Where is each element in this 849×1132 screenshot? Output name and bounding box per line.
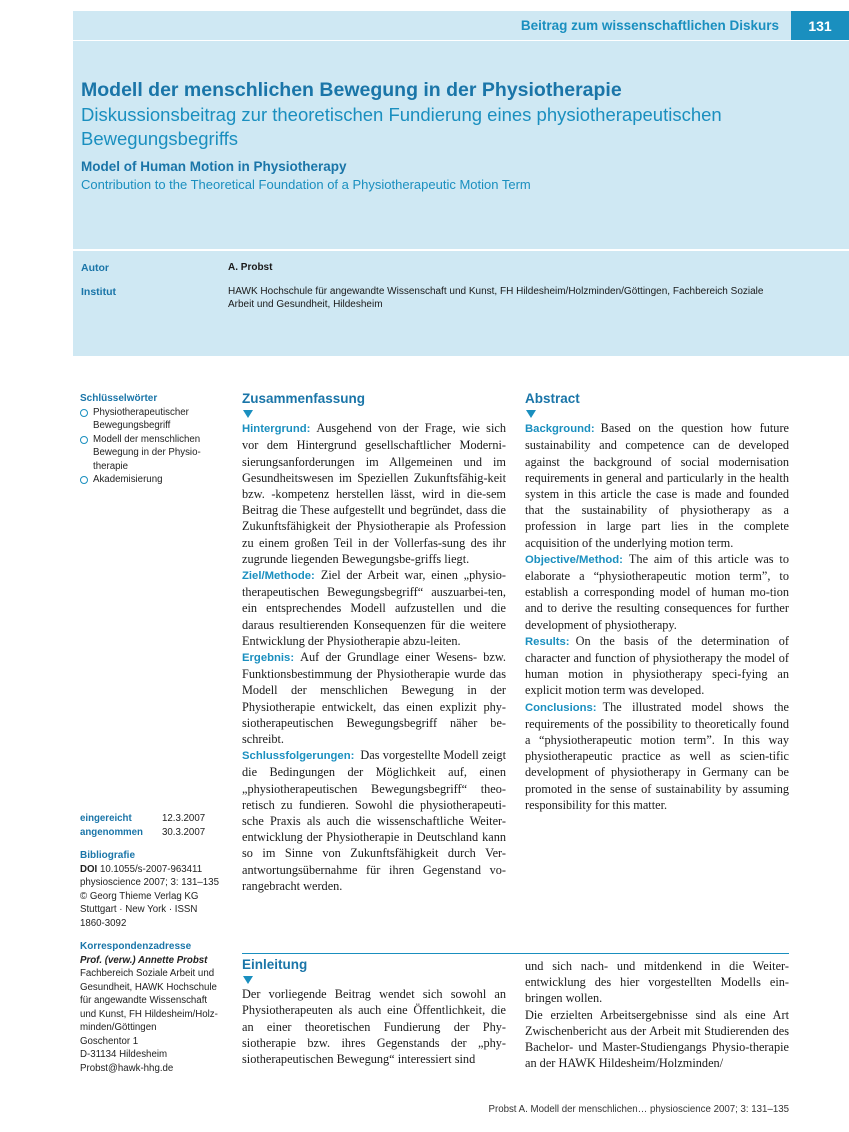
address-line: Goschentor 1 bbox=[80, 1035, 139, 1047]
running-header bbox=[73, 11, 849, 40]
submitted-row bbox=[80, 812, 222, 826]
abstract-column bbox=[525, 391, 789, 813]
accepted-label: angenommen bbox=[80, 826, 143, 838]
doi-value: 10.1055/s-2007-963411 bbox=[99, 863, 203, 875]
section-divider bbox=[242, 953, 789, 954]
address-line: Fachbereich Soziale Arbeit und bbox=[80, 968, 215, 979]
institute-label: Institut bbox=[81, 286, 116, 298]
body-paragraph: und sich nach- und mitdenkend in die Weiter-entwicklung des hier vorgestellten Modells ein-bringen wollen. bbox=[525, 959, 789, 1006]
correspondence-heading: Korrespondenzadresse bbox=[80, 941, 192, 952]
doi-line bbox=[80, 863, 222, 877]
body-paragraph: Der vorliegende Beitrag wendet sich sowohl an Physiotherapeuten als auch eine Öffentlichkeit, die an einer theoretischen Fundierung der Phy-siotherapie bzw. ihres Gegenstands der „phy-siotherapeutischen Bewegung“ interessiert sind bbox=[242, 987, 506, 1067]
einleitung-left-column bbox=[242, 957, 506, 1067]
abstract-paragraph: Background: Based on the question how future sustainability and competence can de developed against the background of social modernisation requirements in general and particularly in the health system in this article the case is made and founded that the sustainability of physiotherapy as a profession in large part lies in the complete acquisition of the underlying motion term. bbox=[525, 421, 789, 550]
body-paragraph: Die erzielten Arbeitsergebnisse sind als eine Art Zwischenbericht aus der Arbeit mit Studierenden des Bachelor- und Master-Studiengangs Physio-therapie an der HAWK Hildesheim/Holzminden/ bbox=[525, 1007, 789, 1071]
email-address: Probst@hawk-hhg.de bbox=[80, 1062, 174, 1074]
address-line: Gesundheit, HAWK Hochschule bbox=[80, 981, 217, 993]
author-label: Autor bbox=[81, 262, 109, 274]
triangle-marker-icon bbox=[243, 410, 253, 418]
address-line: D-31134 Hildesheim bbox=[80, 1049, 168, 1060]
bullet-icon bbox=[80, 409, 88, 417]
address-line: minden/Göttingen bbox=[80, 1022, 157, 1033]
keyword-item: Physiotherapeutischer Bewegungsbegriff bbox=[80, 406, 215, 433]
meta-block bbox=[73, 251, 849, 356]
einleitung-heading: Einleitung bbox=[242, 957, 308, 972]
page-footer: Probst A. Modell der menschlichen… physioscience 2007; 3: 131–135 bbox=[488, 1104, 789, 1115]
summary-paragraph: Ziel/Methode: Ziel der Arbeit war, einen „physio-therapeutischen Bewegungsbegriff“ auszuarbei-ten, ein entsprechendes Modell aufzustellen und die daraus resultierenden Konsequenzen für die weitere Entwicklung der Physiotherapie abzu-leiten. bbox=[242, 568, 506, 648]
submitted-date: 12.3.2007 bbox=[162, 813, 206, 824]
summary-paragraph: Schlussfolgerungen: Das vorgestellte Modell zeigt die Bedingungen der Möglichkeit auf, einen „physiotherapeutischen Bewegungsbegriff“ theo-retisch zu fundieren. Sowohl die physiotherapeuti-sche Praxis als auch die wissenschaftliche Weiter-entwicklung der Physiotherapie in Deutschland kann so im Sinne von Zukunftsfähigkeit durch Ver-antwortungsübernahme für ihren Gegenstand vo-rangebracht werden. bbox=[242, 748, 506, 893]
address-line: für angewandte Wissenschaft bbox=[80, 995, 208, 1006]
page-number: 131 bbox=[791, 11, 849, 40]
author-name: A. Probst bbox=[228, 262, 273, 273]
keyword-item: Akademisierung bbox=[80, 473, 230, 487]
keyword-item: Modell der menschlichen Bewegung in der Physio-therapie bbox=[80, 433, 215, 474]
zusammenfassung-heading: Zusammenfassung bbox=[242, 391, 366, 406]
triangle-marker-icon bbox=[243, 976, 253, 984]
zusammenfassung-column bbox=[242, 391, 506, 894]
bibliography-heading: Bibliografie bbox=[80, 850, 136, 861]
doi-label: DOI bbox=[80, 863, 98, 875]
running-head: Beitrag zum wissenschaftlichen Diskurs bbox=[520, 18, 779, 33]
abstract-paragraph: Results: On the basis of the determination of character and function of physiotherapy the model of human motion in physiotherapy speci-fying an explicit motion term was developed. bbox=[525, 633, 789, 698]
summary-paragraph: Ergebnis: Auf der Grundlage einer Wesens- bzw. Funktionsbestimmung der Physiotherapie wurde das Modell der menschlichen Bewegung in der Physiotherapie entwickelt, das einen explizit phy-siotherapeutischen Bewegungsbegriff näher be-schreibt. bbox=[242, 650, 506, 747]
triangle-marker-icon bbox=[526, 410, 536, 418]
title-german: Modell der menschlichen Bewegung in der Physiotherapie bbox=[81, 79, 622, 101]
summary-paragraph: Hintergrund: Ausgehend von der Frage, wie sich vor dem Hintergrund gesellschaftlicher Moderni-sierungsanforderungen im Allgemeinen und im Gesundheitswesen im Speziellen Zukunftsfähig-keit bzw. -kompetenz herstellen lässt, wird in die-sem Beitrag die These aufgestellt und begründet, dass die Zukunftsfähigkeit der Physiotherapie als Profession zu einem großen Teil in der Vollerfas-sung des ihr zugrunde liegenden Bewegungsbe-griffs liegt. bbox=[242, 421, 506, 566]
institute-text: HAWK Hochschule für angewandte Wissenschaft und Kunst, FH Hildesheim/Holzminden/Göttingen, Fachbereich Soziale Arbeit und Gesundheit, Hildesheim bbox=[228, 286, 764, 310]
accepted-date: 30.3.2007 bbox=[162, 826, 206, 838]
keywords-box bbox=[80, 392, 230, 487]
title-english: Model of Human Motion in Physiotherapy bbox=[81, 159, 347, 174]
keywords-list bbox=[80, 406, 230, 487]
bullet-icon bbox=[80, 436, 88, 444]
abstract-paragraph: Objective/Method: The aim of this article was to elaborate a “physiotherapeutic motion term”, to establish a corresponding model of human mo-tion and to derive the resulting consequences for further development of physiotherapy. bbox=[525, 551, 789, 632]
title-block bbox=[73, 41, 849, 249]
abstract-paragraph: Conclusions: The illustrated model shows the requirements of the possibility to theoretically found a “physiotherapeutic motion term”. In this way physiotherapeutic practice as well as scien-tific development of physiotherapy in Germany can be promoted in the sense of sustainability by assuming responsibility for this matter. bbox=[525, 699, 789, 812]
address-line: und Kunst, FH Hildesheim/Holz- bbox=[80, 1008, 218, 1020]
subtitle-english: Contribution to the Theoretical Foundation of a Physiotherapeutic Motion Term bbox=[81, 177, 531, 192]
publication-info bbox=[80, 812, 222, 1075]
bullet-icon bbox=[80, 476, 88, 484]
submitted-label: eingereicht bbox=[80, 813, 132, 824]
citation-text: physioscience 2007; 3: 131–135 © Georg Thieme Verlag KG Stuttgart · New York · ISSN 1860-3092 bbox=[80, 877, 219, 929]
abstract-heading: Abstract bbox=[525, 391, 580, 406]
keywords-heading: Schlüsselwörter bbox=[80, 393, 158, 404]
accepted-row bbox=[80, 826, 222, 840]
correspondence-name: Prof. (verw.) Annette Probst bbox=[80, 954, 208, 966]
einleitung-right-column bbox=[525, 958, 789, 1071]
subtitle-german: Diskussionsbeitrag zur theoretischen Fundierung eines physiotherapeutischen Bewegungsbegriffs bbox=[81, 104, 722, 149]
